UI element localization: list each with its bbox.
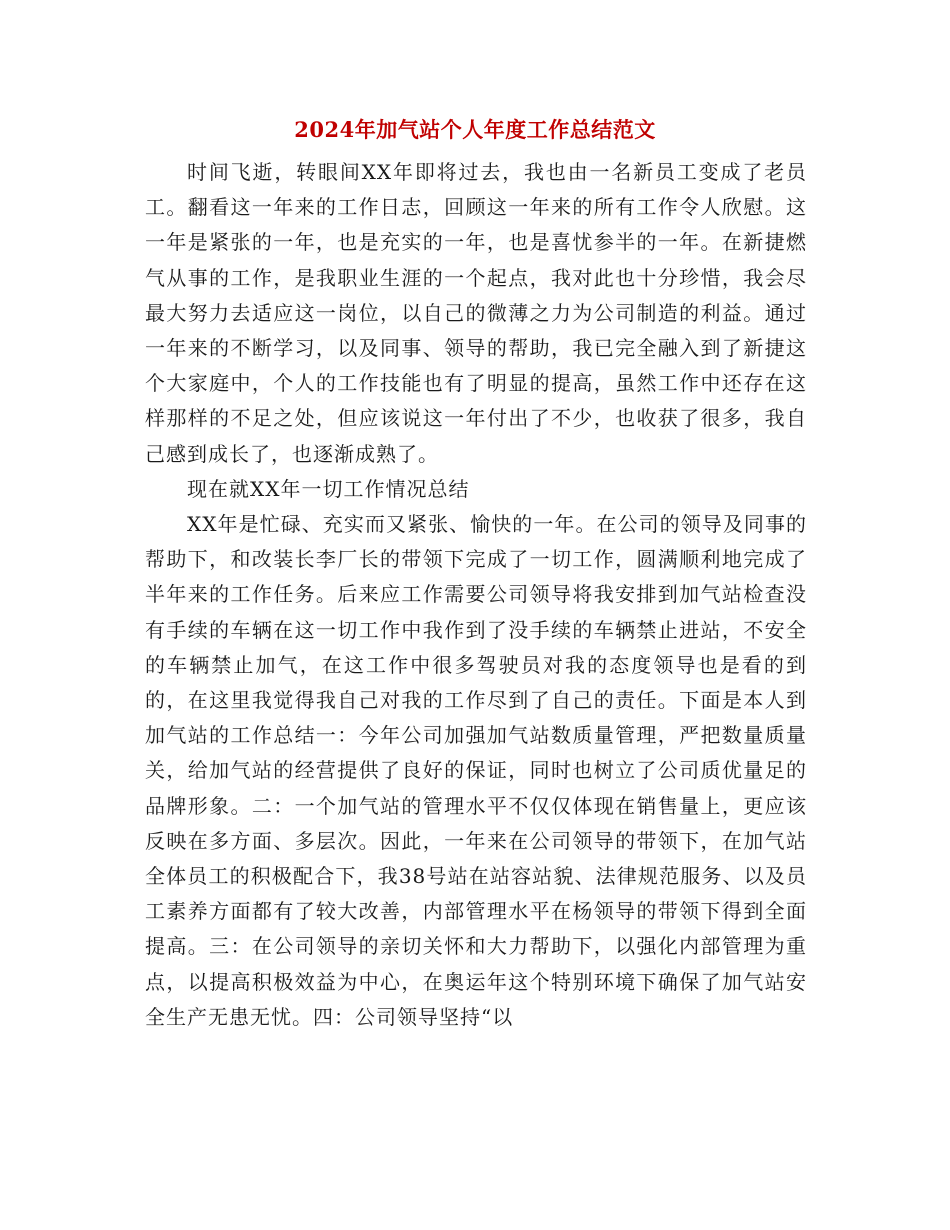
paragraph-summary-heading: 现在就XX年一切工作情况总结	[187, 476, 470, 501]
document-title: 2024年加气站个人年度工作总结范文	[294, 117, 656, 142]
document-body	[145, 155, 807, 1035]
paragraph-intro: 时间飞逝，转眼间XX年即将过去，我也由一名新员工变成了老员工。翻看这一年来的工作日志，回顾这一年来的所有工作令人欣慰。这一年是紧张的一年，也是充实的一年，也是喜忧参半的一年。在新捷燃气从事的工作，是我职业生涯的一个起点，我对此也十分珍惜，我会尽最大努力去适应这一岗位，以自己的微薄之力为公司制造的利益。通过一年来的不断学习，以及同事、领导的帮助，我已完全融入到了新捷这个大家庭中，个人的工作技能也有了明显的提高，虽然工作中还存在这样那样的不足之处，但应该说这一年付出了不少，也收获了很多，我自己感到成长了，也逐渐成熟了。	[145, 160, 807, 466]
paragraph-work-summary: XX年是忙碌、充实而又紧张、愉快的一年。在公司的领导及同事的帮助下，和改装长李厂长的带领下完成了一切工作，圆满顺利地完成了半年来的工作任务。后来应工作需要公司领导将我安排到加气站检查没有手续的车辆在这一切工作中我作到了没手续的车辆禁止进站，不安全的车辆禁止加气，在这工作中很多驾驶员对我的态度领导也是看的到的，在这里我觉得我自己对我的工作尽到了自己的责任。下面是本人到加气站的工作总结一：今年公司加强加气站数质量管理，严把数量质量关，给加气站的经营提供了良好的保证，同时也树立了公司质优量足的品牌形象。二：一个加气站的管理水平不仅仅体现在销售量上，更应该反映在多方面、多层次。因此，一年来在公司领导的带领下，在加气站全体员工的积极配合下，我38号站在站容站貌、法律规范服务、以及员工素养方面都有了较大改善，内部管理水平在杨领导的带领下得到全面提高。三：在公司领导的亲切关怀和大力帮助下，以强化内部管理为重点，以提高积极效益为中心，在奥运年这个特别环境下确保了加气站安全生产无患无忧。四：公司领导坚持“以	[145, 512, 807, 1029]
